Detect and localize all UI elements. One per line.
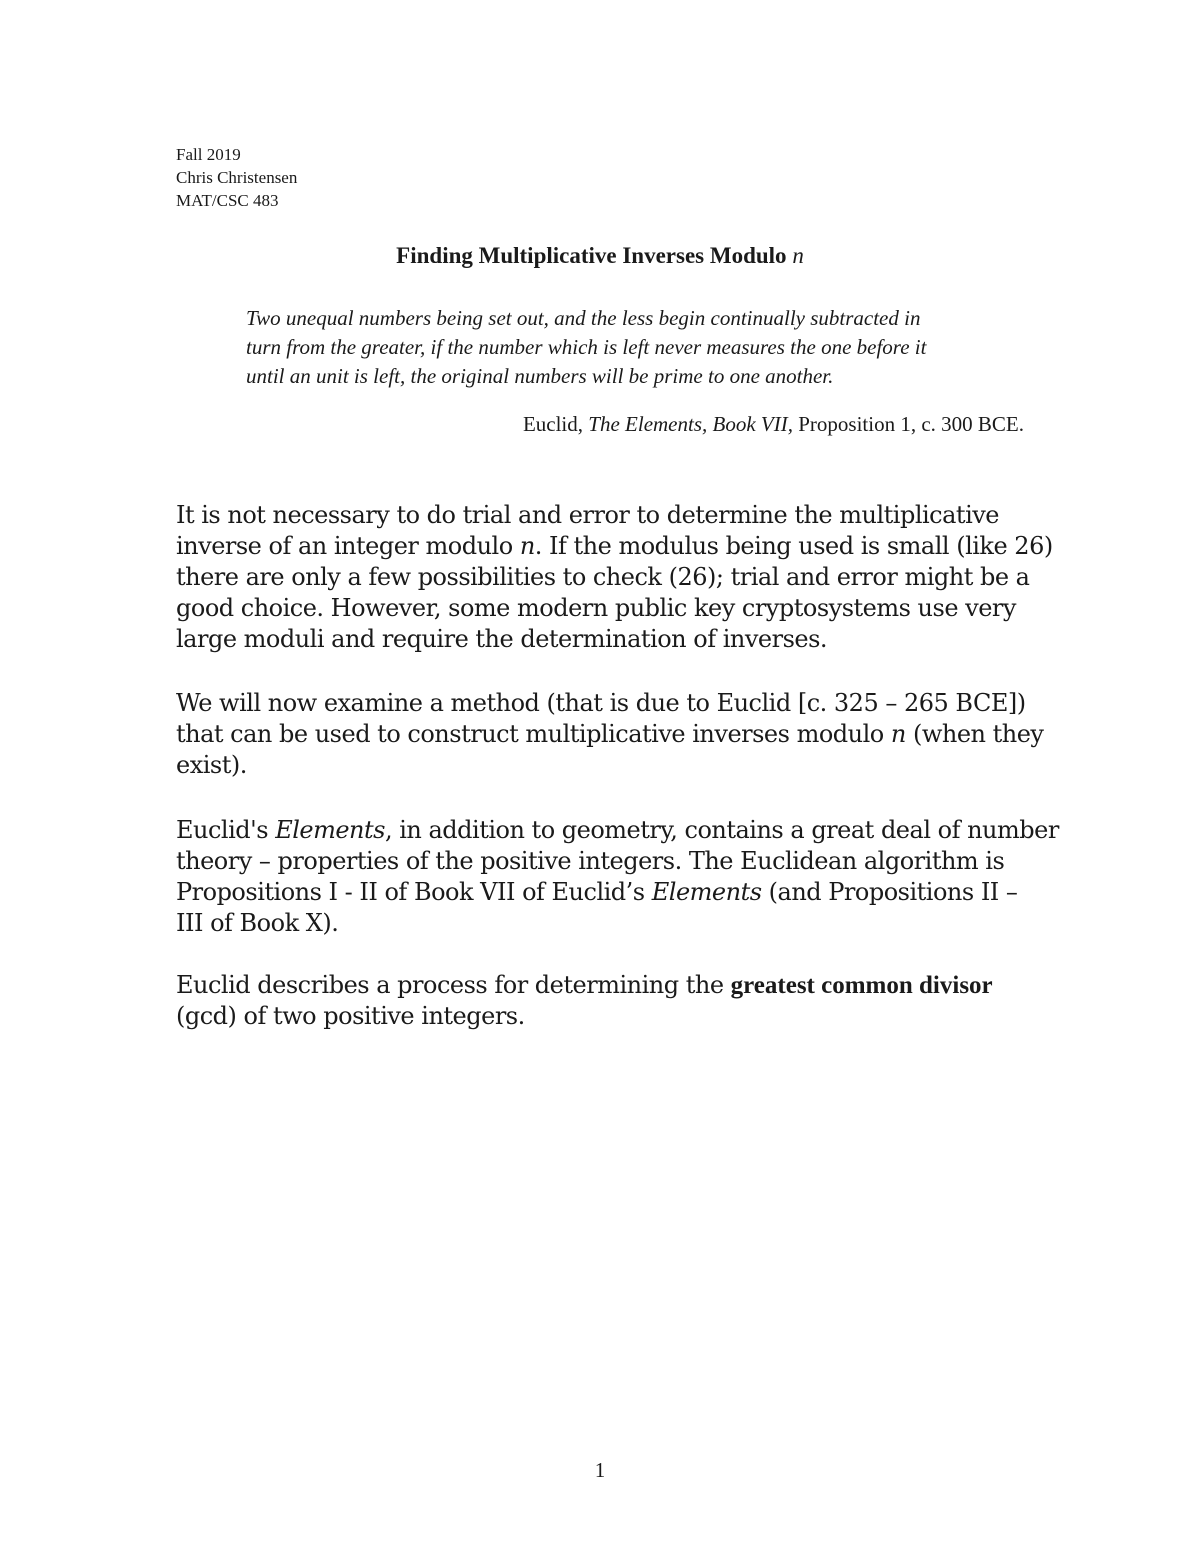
title-text: Finding Multiplicative Inverses Modulo — [396, 243, 793, 268]
paragraph-line — [176, 815, 1059, 846]
paragraph-line: III of Book X). — [176, 909, 339, 937]
paragraph-line: We will now examine a method (that is due to Euclid [c. 325 – 265 BCE]) — [176, 689, 1026, 717]
title-variable: n — [792, 243, 804, 268]
paragraph-line: good choice. However, some modern public key cryptosystems use very — [176, 594, 1016, 622]
variable-n: n — [519, 532, 535, 560]
paragraph-line — [176, 970, 1036, 1001]
paragraph-trial-and-error — [176, 500, 1053, 655]
paragraph-line: It is not necessary to do trial and error to determine the multiplicative — [176, 501, 1000, 529]
paragraph-gcd — [176, 970, 1036, 1032]
quote-line: Two unequal numbers being set out, and the less begin continually subtracted in — [246, 306, 921, 330]
paragraph-elements — [176, 815, 1059, 939]
text-segment: . If the modulus being used is small (like 26) — [534, 532, 1053, 560]
course-code: MAT/CSC 483 — [176, 191, 279, 210]
paragraph-euclid-method — [176, 688, 1044, 781]
attribution-rest: Proposition 1, c. 300 BCE. — [792, 412, 1024, 436]
text-segment: inverse of an integer modulo — [176, 532, 520, 560]
elements-emphasis: Elements — [275, 816, 385, 844]
paragraph-line — [176, 531, 1053, 562]
text-segment: Euclid's — [176, 816, 276, 844]
text-segment: , in addition to geometry, contains a great deal of number — [384, 816, 1059, 844]
paragraph-line: (gcd) of two positive integers. — [176, 1002, 525, 1030]
term-label: Fall 2019 — [176, 145, 241, 164]
paragraph-line: large moduli and require the determination of inverses. — [176, 625, 828, 653]
page-number: 1 — [594, 1458, 606, 1482]
quote-line: until an unit is left, the original numbers will be prime to one another. — [246, 364, 834, 388]
text-segment: Propositions I - II of Book VII of Euclid’s — [176, 878, 652, 906]
attribution-work: The Elements, Book VII, — [588, 412, 793, 436]
elements-emphasis: Elements — [651, 878, 762, 906]
author-name: Chris Christensen — [176, 168, 298, 187]
text-segment: (when they — [905, 720, 1044, 748]
attribution-author: Euclid, — [522, 412, 589, 436]
quote-attribution — [523, 412, 1024, 437]
text-segment: that can be used to construct multiplicative inverses modulo — [176, 720, 891, 748]
text-segment: (and Propositions II – — [761, 878, 1018, 906]
text-segment: Euclid describes a process for determining the — [176, 971, 731, 999]
paragraph-line — [176, 719, 1044, 750]
gcd-term: greatest common divisor — [730, 972, 993, 999]
paragraph-line — [176, 877, 1036, 908]
quote-line: turn from the greater, if the number which is left never measures the one before it — [246, 335, 927, 359]
paragraph-line: there are only a few possibilities to check (26); trial and error might be a — [176, 563, 1030, 591]
epigraph-quote — [246, 304, 1036, 391]
paragraph-line: exist). — [176, 751, 247, 779]
paragraph-line: theory – properties of the positive integers. The Euclidean algorithm is — [176, 847, 1005, 875]
page-title — [0, 243, 1200, 269]
variable-n: n — [890, 720, 906, 748]
document-header — [176, 143, 297, 212]
